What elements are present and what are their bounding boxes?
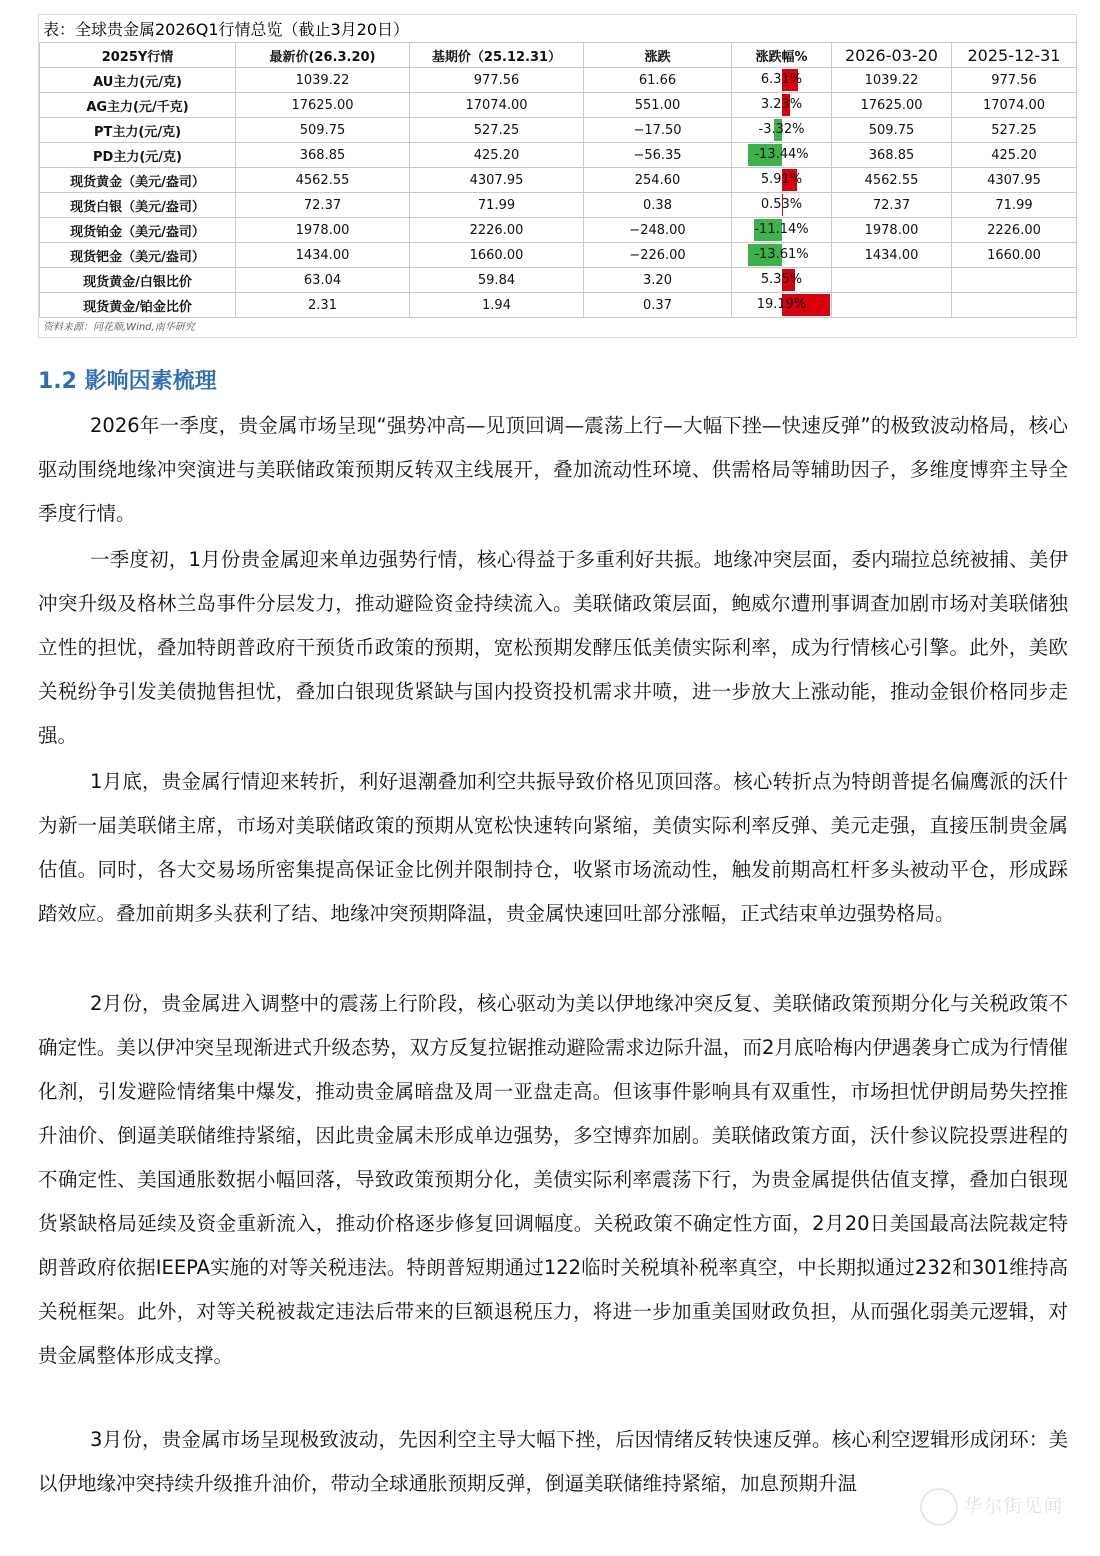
cell-pct (732, 243, 832, 268)
section-heading: 1.2 影响因素梳理 (38, 369, 217, 394)
pct-text: -13.44% (754, 147, 809, 162)
cell-d2: 1660.00 (952, 243, 1077, 268)
cell-d1: 1978.00 (832, 218, 952, 243)
table-row (40, 193, 1077, 218)
paragraph-5: 3月份，贵金属市场呈现极致波动，先因利空主导大幅下挫，后因情绪反转快速反弹。核心利空逻辑形成闭环：美以伊地缘冲突持续升级推升油价，带动全球通胀预期反弹，倒逼美联储维持紧缩，加息预期升温 (38, 1428, 1068, 1495)
cell-base: 1660.00 (410, 243, 584, 268)
table-row (40, 143, 1077, 168)
cell-base: 4307.95 (410, 168, 584, 193)
cell-d1 (832, 268, 952, 293)
cell-latest: 509.75 (236, 118, 410, 143)
cell-d1: 4562.55 (832, 168, 952, 193)
row-label: 现货黄金/白银比价 (40, 268, 236, 293)
paragraph-3: 1月底，贵金属行情迎来转折，利好退潮叠加利空共振导致价格见顶回落。核心转折点为特朗普提名偏鹰派的沃什为新一届美联储主席，市场对美联储政策的预期从宽松快速转向紧缩，美债实际利率反弹、美元走强，直接压制贵金属估值。同时，各大交易场所密集提高保证金比例并限制持仓，收紧市场流动性，触发前期高杠杆多头被动平仓，形成踩踏效应。叠加前期多头获利了结、地缘冲突预期降温，贵金属快速回吐部分涨幅，正式结束单边强势格局。 (38, 770, 1068, 925)
row-label: AG主力(元/千克) (40, 93, 236, 118)
cell-base: 527.25 (410, 118, 584, 143)
watermark-logo-icon (920, 1488, 958, 1526)
cell-d1 (832, 293, 952, 318)
cell-latest: 17625.00 (236, 93, 410, 118)
table-row (40, 168, 1077, 193)
cell-base: 425.20 (410, 143, 584, 168)
cell-change: 254.60 (584, 168, 732, 193)
cell-change: −17.50 (584, 118, 732, 143)
row-label: 现货黄金（美元/盎司） (40, 168, 236, 193)
cell-d2: 425.20 (952, 143, 1077, 168)
cell-d2: 71.99 (952, 193, 1077, 218)
cell-change: 0.38 (584, 193, 732, 218)
row-label: 现货钯金（美元/盎司） (40, 243, 236, 268)
row-label: 现货铂金（美元/盎司） (40, 218, 236, 243)
pct-text: 6.31% (760, 72, 803, 87)
market-overview-table (39, 42, 1077, 318)
cell-base: 1.94 (410, 293, 584, 318)
table-header-row (40, 43, 1077, 68)
table-row (40, 268, 1077, 293)
cell-pct (732, 293, 832, 318)
cell-d2 (952, 268, 1077, 293)
cell-latest: 368.85 (236, 143, 410, 168)
pct-text: 5.91% (760, 172, 803, 187)
table-row (40, 293, 1077, 318)
cell-latest: 1978.00 (236, 218, 410, 243)
row-label: PD主力(元/克) (40, 143, 236, 168)
cell-base: 59.84 (410, 268, 584, 293)
cell-d1: 509.75 (832, 118, 952, 143)
cell-pct (732, 118, 832, 143)
cell-d1: 1039.22 (832, 68, 952, 93)
header-change: 涨跌 (584, 43, 732, 68)
cell-latest: 2.31 (236, 293, 410, 318)
cell-d2: 2226.00 (952, 218, 1077, 243)
cell-change: −248.00 (584, 218, 732, 243)
table-source: 资料来源：同花顺,Wind,南华研究 (43, 322, 195, 333)
cell-d1: 1434.00 (832, 243, 952, 268)
table-body (40, 68, 1077, 318)
table-row (40, 243, 1077, 268)
header-date-2: 2025-12-31 (952, 43, 1077, 68)
cell-d1: 368.85 (832, 143, 952, 168)
cell-d1: 17625.00 (832, 93, 952, 118)
cell-pct (732, 168, 832, 193)
cell-pct (732, 68, 832, 93)
cell-latest: 1434.00 (236, 243, 410, 268)
cell-change: −56.35 (584, 143, 732, 168)
pct-text: -3.32% (758, 122, 805, 137)
pct-text: 0.53% (760, 197, 803, 212)
cell-pct (732, 143, 832, 168)
cell-change: 61.66 (584, 68, 732, 93)
market-overview-table-panel (38, 14, 1077, 338)
cell-d2: 17074.00 (952, 93, 1077, 118)
row-label: AU主力(元/克) (40, 68, 236, 93)
cell-base: 17074.00 (410, 93, 584, 118)
table-row (40, 93, 1077, 118)
table-row (40, 218, 1077, 243)
row-label: 现货白银（美元/盎司） (40, 193, 236, 218)
cell-pct (732, 218, 832, 243)
cell-d1: 72.37 (832, 193, 952, 218)
paragraph-1: 2026年一季度，贵金属市场呈现“强势冲高—见顶回调—震荡上行—大幅下挫—快速反弹”的极致波动格局，核心驱动围绕地缘冲突演进与美联储政策预期反转双主线展开，叠加流动性环境、供需格局等辅助因子，多维度博弈主导全季度行情。 (38, 414, 1068, 525)
cell-d2 (952, 293, 1077, 318)
watermark (916, 1486, 1086, 1526)
watermark-text: 华尔街见闻 (964, 1496, 1064, 1517)
cell-change: 0.37 (584, 293, 732, 318)
paragraph-4: 2月份，贵金属进入调整中的震荡上行阶段，核心驱动为美以伊地缘冲突反复、美联储政策预期分化与关税政策不确定性。美以伊冲突呈现渐进式升级态势，双方反复拉锯推动避险需求边际升温，而2月底哈梅内伊遇袭身亡成为行情催化剂，引发避险情绪集中爆发，推动贵金属暗盘及周一亚盘走高。但该事件影响具有双重性，市场担忧伊朗局势失控推升油价、倒逼美联储维持紧缩，因此贵金属未形成单边强势，多空博弈加剧。美联储政策方面，沃什参议院投票进程的不确定性、美国通胀数据小幅回落，导致政策预期分化，美债实际利率震荡下行，为贵金属提供估值支撑，叠加白银现货紧缺格局延续及资金重新流入，推动价格逐步修复回调幅度。关税政策不确定性方面，2月20日美国最高法院裁定特朗普政府依据IEEPA实施的对等关税违法。特朗普短期通过122临时关税填补税率真空，中长期拟通过232和301维持高关税框架。此外，对等关税被裁定违法后带来的巨额退税压力，将进一步加重美国财政负担，从而强化弱美元逻辑，对贵金属整体形成支撑。 (38, 992, 1068, 1367)
cell-base: 977.56 (410, 68, 584, 93)
row-label: 现货黄金/铂金比价 (40, 293, 236, 318)
cell-base: 2226.00 (410, 218, 584, 243)
row-label: PT主力(元/克) (40, 118, 236, 143)
cell-pct (732, 93, 832, 118)
header-label: 2025Y行情 (40, 43, 236, 68)
table-row (40, 118, 1077, 143)
cell-latest: 1039.22 (236, 68, 410, 93)
table-row (40, 68, 1077, 93)
pct-text: -11.14% (754, 222, 809, 237)
cell-pct (732, 268, 832, 293)
pct-text: 19.19% (756, 297, 807, 312)
header-base: 基期价（25.12.31） (410, 43, 584, 68)
cell-change: 3.20 (584, 268, 732, 293)
cell-latest: 72.37 (236, 193, 410, 218)
cell-d2: 4307.95 (952, 168, 1077, 193)
cell-latest: 4562.55 (236, 168, 410, 193)
cell-latest: 63.04 (236, 268, 410, 293)
cell-change: −226.00 (584, 243, 732, 268)
cell-d2: 527.25 (952, 118, 1077, 143)
cell-d2: 977.56 (952, 68, 1077, 93)
table-title: 表：全球贵金属2026Q1行情总览（截止3月20日） (43, 20, 410, 39)
header-latest: 最新价(26.3.20) (236, 43, 410, 68)
cell-base: 71.99 (410, 193, 584, 218)
pct-text: 5.35% (760, 272, 803, 287)
header-pct: 涨跌幅% (732, 43, 832, 68)
header-date-1: 2026-03-20 (832, 43, 952, 68)
pct-text: -13.61% (754, 247, 809, 262)
pct-text: 3.23% (760, 97, 803, 112)
paragraph-2: 一季度初，1月份贵金属迎来单边强势行情，核心得益于多重利好共振。地缘冲突层面，委内瑞拉总统被捕、美伊冲突升级及格林兰岛事件分层发力，推动避险资金持续流入。美联储政策层面，鲍威尔遭刑事调查加剧市场对美联储独立性的担忧，叠加特朗普政府干预货币政策的预期，宽松预期发酵压低美债实际利率，成为行情核心引擎。此外，美欧关税纷争引发美债抛售担忧，叠加白银现货紧缺与国内投资投机需求井喷，进一步放大上涨动能，推动金银价格同步走强。 (38, 548, 1068, 747)
cell-pct (732, 193, 832, 218)
cell-change: 551.00 (584, 93, 732, 118)
